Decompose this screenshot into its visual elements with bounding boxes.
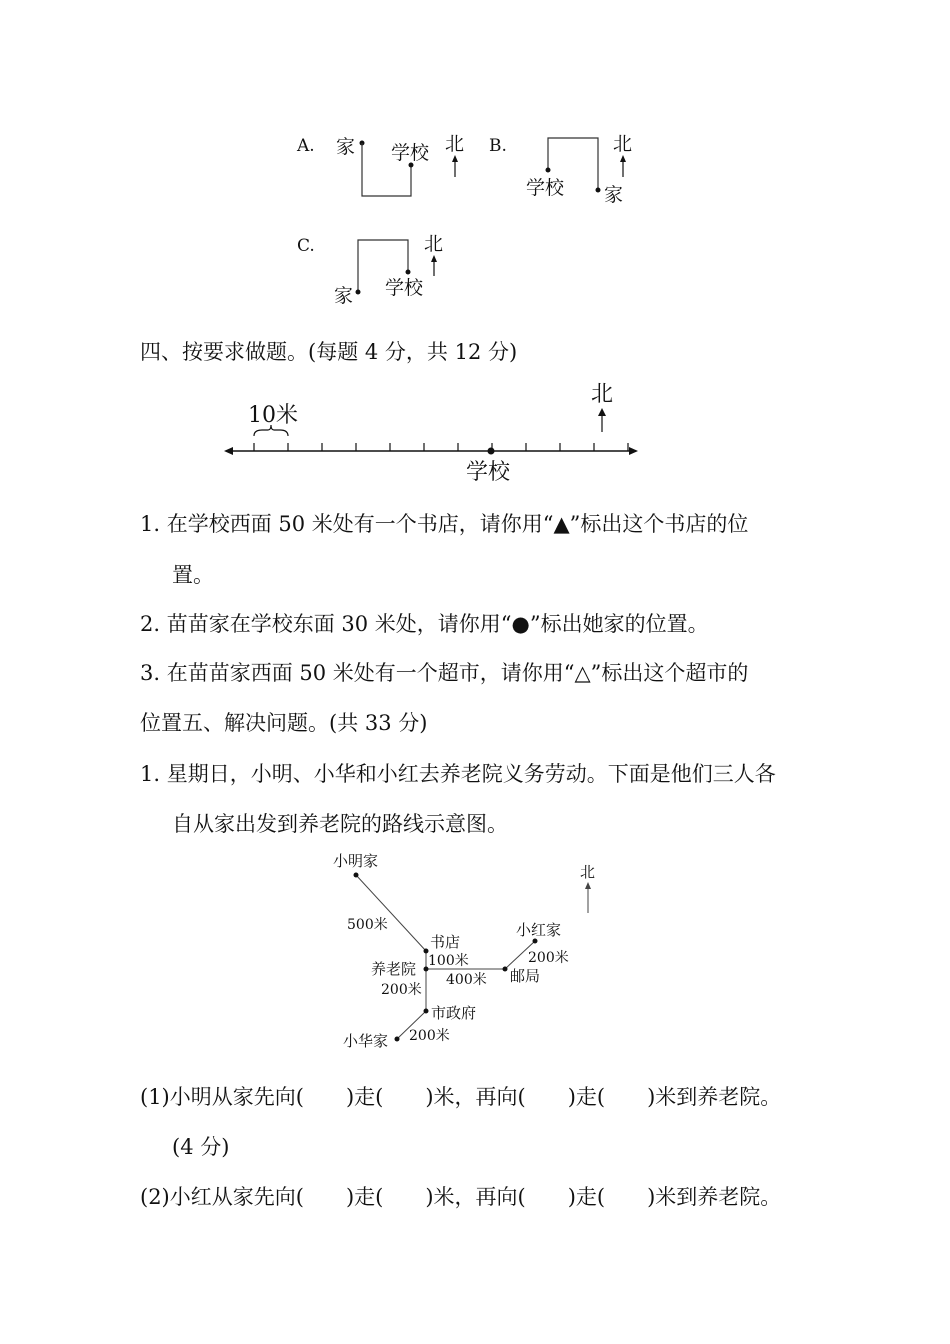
s4-question-3-line1: 3. 在苗苗家西面 50 米处有一个超市，请你用“△”标出这个超市的 — [140, 661, 749, 685]
s5-sub-question-1-line2: (4 分) — [172, 1135, 230, 1159]
map-label-dist-400: 400米 — [446, 972, 487, 988]
option-c-home-label: 家 — [334, 285, 354, 307]
option-b-home-label: 家 — [604, 184, 624, 206]
map-north-arrowhead — [585, 882, 591, 889]
numberline-scale-label: 10米 — [248, 403, 298, 428]
map-north-label: 北 — [580, 863, 596, 881]
map-label-dist-200-left: 200米 — [381, 982, 422, 998]
s4-question-1-line1: 1. 在学校西面 50 米处有一个书店，请你用“▲”标出这个书店的位 — [140, 512, 749, 536]
map-label-dist-200-right: 200米 — [528, 950, 569, 966]
map-label-post-office: 邮局 — [510, 967, 541, 985]
city-gov-dot — [424, 1009, 429, 1014]
map-label-xiaoming-home: 小明家 — [333, 852, 379, 870]
option-a-home-label: 家 — [336, 136, 356, 158]
option-a-north-label: 北 — [445, 133, 465, 155]
option-b-school-label: 学校 — [526, 177, 565, 199]
option-c-north-label: 北 — [424, 233, 444, 255]
xiaoming-home-dot — [354, 873, 359, 878]
option-c-label: C. — [297, 236, 315, 256]
s4-question-2: 2. 苗苗家在学校东面 30 米处，请你用“●”标出她家的位置。 — [140, 612, 709, 636]
s4-question-3-line2: 位置五、解决问题。(共 33 分) — [140, 711, 428, 735]
option-a-label: A. — [297, 136, 315, 156]
map-label-dist-200-bottom: 200米 — [409, 1028, 450, 1044]
option-c-school-label: 学校 — [385, 277, 424, 299]
numberline-north-label: 北 — [591, 382, 614, 407]
s5-sub-question-2-line1: (2)小红从家先向( )走( )米，再向( )走( )米到养老院。 — [140, 1185, 782, 1209]
s4-question-1-line2: 置。 — [172, 563, 214, 587]
route-xiaoming-bookstore — [356, 875, 426, 951]
map-label-xiaohong-home: 小红家 — [516, 921, 562, 939]
map-label-xiaohua-home: 小华家 — [343, 1032, 389, 1050]
option-b-label: B. — [489, 136, 507, 156]
post-office-dot — [503, 967, 508, 972]
section4-heading: 四、按要求做题。(每题 4 分，共 12 分) — [140, 340, 518, 364]
option-b-north-label: 北 — [613, 133, 633, 155]
map-label-dist-100: 100米 — [428, 953, 469, 969]
s5-problem-1-line1: 1. 星期日，小明、小华和小红去养老院义务劳动。下面是他们三人各 — [140, 762, 776, 786]
map-label-bookstore: 书店 — [430, 933, 461, 951]
xiaohua-home-dot — [395, 1037, 400, 1042]
s5-sub-question-1-line1: (1)小明从家先向( )走( )米，再向( )走( )米到养老院。 — [140, 1085, 782, 1109]
s5-problem-1-line2: 自从家出发到养老院的路线示意图。 — [172, 812, 508, 836]
option-a-school-label: 学校 — [391, 142, 430, 164]
xiaohong-home-dot — [533, 939, 538, 944]
numberline-school-label: 学校 — [466, 460, 511, 485]
map-label-dist-500: 500米 — [347, 917, 388, 933]
map-label-nursing-home: 养老院 — [371, 960, 417, 978]
map-label-city-gov: 市政府 — [431, 1004, 477, 1022]
